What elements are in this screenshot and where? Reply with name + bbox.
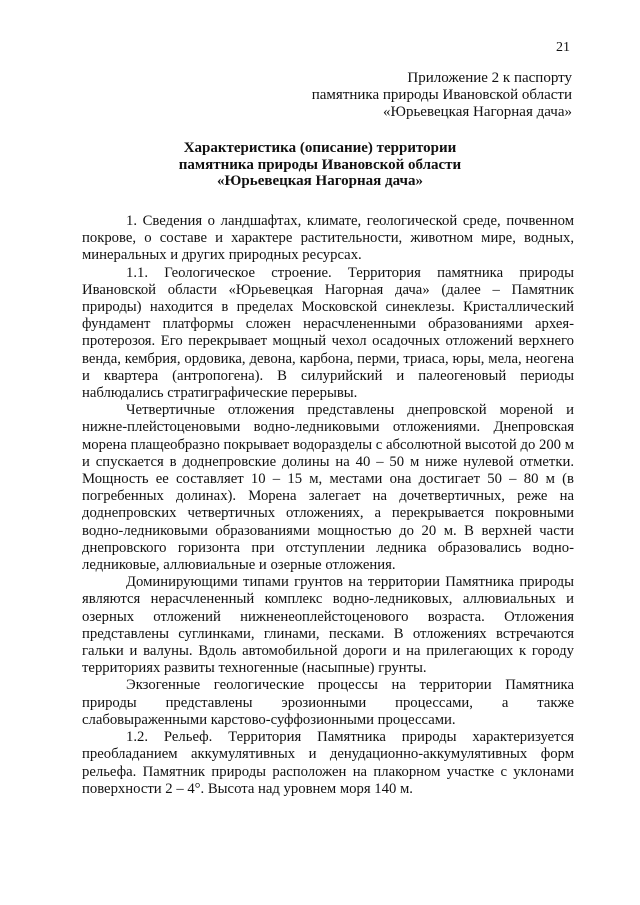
title-line-1: Характеристика (описание) территории bbox=[183, 140, 457, 156]
document-title bbox=[0, 140, 640, 190]
title-line-3: «Юрьевецкая Нагорная дача» bbox=[217, 173, 423, 189]
paragraph-exogenous: Экзогенные геологические процессы на территории Памятника природы представлены эрозионными процессами, а также слабовыраженными карстово-суффозионными процессами. bbox=[82, 677, 574, 728]
page-number: 21 bbox=[556, 40, 570, 55]
appendix-header bbox=[312, 70, 572, 121]
appendix-line-3: «Юрьевецкая Нагорная дача» bbox=[383, 104, 572, 120]
paragraph-relief: 1.2. Рельеф. Территория Памятника природы характеризуется преобладанием аккумулятивных и денудационно-аккумулятивных форм рельефа. Памятник природы расположен на плакорном участке с уклонами поверхности 2 – 4°. Высота над уровнем моря 140 м. bbox=[82, 729, 574, 797]
paragraph-soils: Доминирующими типами грунтов на территории Памятника природы являются нерасчлененный комплекс водно-ледниковых, аллювиальных и озерных отложений нижненеоплейстоценового возраста. Отложения представлены суглинками, глинами, песками. В отложениях встречаются гальки и валуны. Вдоль автомобильной дороги и на прилегающих к городу территориях развиты техногенные (насыпные) грунты. bbox=[82, 574, 574, 677]
appendix-line-2: памятника природы Ивановской области bbox=[311, 87, 572, 103]
paragraph-quaternary: Четвертичные отложения представлены днепровской мореной и нижне-плейстоценовыми водно-ледниковыми отложениями. Днепровская морена плащеобразно покрывает водоразделы с абсолютной высотой до 200 м и спускается в доднепровские долины на 40 – 50 м ниже нулевой отметки. Мощность ее составляет 10 – 15 м, местами она достигает 50 – 80 м (в погребенных долинах). Морена залегает на дочетвертичных, реже на доднепровских четвертичных отложениях, а перекрывается покровными водно-ледниковыми образованиями мощностью до 20 м. В верхней части днепровского горизонта при отступлении ледника образовались водно-ледниковые, аллювиальные и озерные отложения. bbox=[82, 402, 574, 574]
paragraph-intro: 1. Сведения о ландшафтах, климате, геологической среде, почвенном покрове, о составе и характере растительности, животном мире, водных, минеральных и других природных ресурсах. bbox=[82, 213, 574, 264]
paragraph-geology: 1.1. Геологическое строение. Территория памятника природы Ивановской области «Юрьевецкая Нагорная дача» (далее – Памятник природы) находится в пределах Московской синеклезы. Кристаллический фундамент платформы сложен нерасчлененными образованиями архея-протерозоя. Его перекрывает мощный чехол осадочных отложений верхнего венда, кембрия, ордовика, девона, карбона, перми, триаса, юры, мела, неогена и квартера (антропогена). В силурийский и палеогеновый периоды наблюдались стратиграфические перерывы. bbox=[82, 264, 574, 402]
document-body bbox=[82, 213, 574, 798]
title-line-2: памятника природы Ивановской области bbox=[178, 156, 462, 173]
appendix-line-1: Приложение 2 к паспорту bbox=[407, 70, 572, 86]
